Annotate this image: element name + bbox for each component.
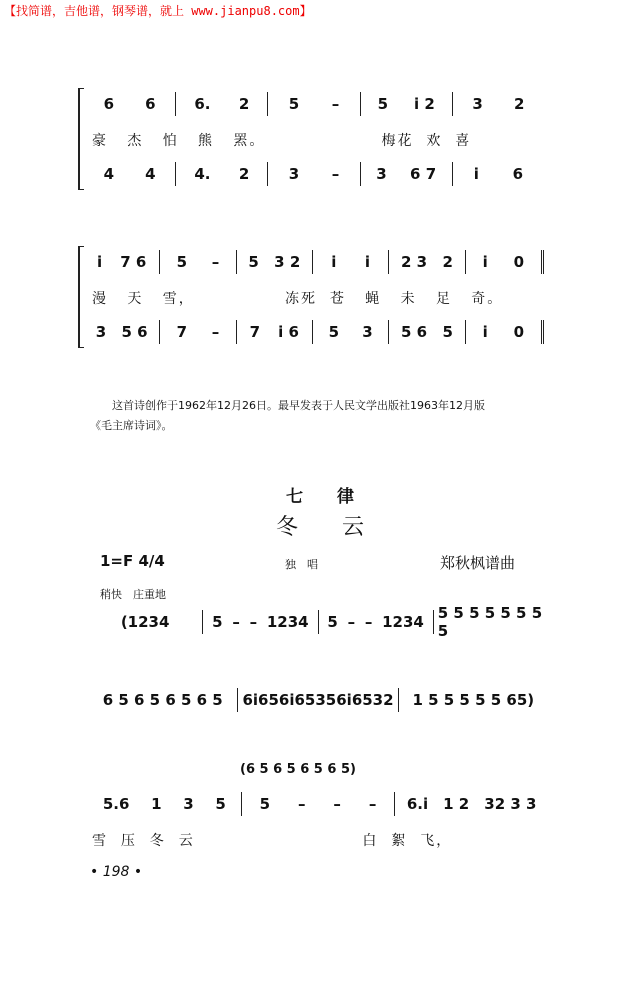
notation-row [84, 92, 544, 116]
measure [84, 92, 175, 116]
key-signature: 1=F 4/4 [100, 552, 165, 570]
note: 5.6 [102, 795, 130, 813]
note: 6532 [351, 691, 394, 709]
measure [398, 688, 548, 712]
measure [159, 250, 235, 274]
song-title-2: 冬 云 [275, 515, 364, 540]
lyrics: 豪 杰 怕 熊 罴。 梅花 欢 喜 [92, 133, 472, 149]
measure [465, 250, 544, 274]
note: – [249, 613, 258, 631]
measure [388, 320, 464, 344]
measure [241, 792, 395, 816]
footnote [90, 396, 560, 436]
note: i [97, 253, 103, 271]
measure [452, 162, 544, 186]
measure [312, 320, 388, 344]
tempo-marking: 稍快 庄重地 [100, 588, 166, 601]
lyrics: 漫 天 雪， 冻死 苍 蝇 未 足 奇。 [92, 291, 504, 307]
lyrics: 雪 压 冬 云 白 絮 飞， [92, 833, 453, 849]
measure [84, 162, 175, 186]
note: – [211, 253, 220, 271]
note: 2 [238, 165, 250, 183]
note: 4 [145, 165, 156, 183]
note: – [333, 795, 341, 813]
measure [84, 250, 159, 274]
note: i [473, 165, 479, 183]
note: – [368, 795, 377, 813]
measure [159, 320, 235, 344]
song-title-1: 七 律 [286, 487, 354, 507]
notation-row [88, 792, 548, 816]
note: (1234 [120, 613, 170, 631]
note: 2 [238, 95, 250, 113]
note: 6 5 6 5 6 5 6 5 [102, 691, 223, 709]
note: – [364, 613, 373, 631]
watermark: 【找简谱，吉他谱，钢琴谱，就上 www.jianpu8.com】 [4, 4, 312, 18]
footnote-line: 《毛主席诗词》。 [90, 419, 173, 432]
note: i 2 [414, 95, 435, 113]
paren-notation: (6 5 6 5 6 5 6 5) [240, 762, 356, 777]
note: 5 6 [121, 323, 148, 341]
footnote-line: 这首诗创作于1962年12月26日。最早发表于人民文学出版社1963年12月版 [112, 399, 485, 412]
note: 5 [377, 95, 389, 113]
note: 356i [315, 691, 352, 709]
measure [175, 92, 267, 116]
note: 3 [288, 165, 300, 183]
notation-row [84, 162, 544, 186]
note: 5 [176, 253, 188, 271]
measure [312, 250, 388, 274]
note: 6i65 [278, 691, 316, 709]
notation-row [84, 250, 544, 274]
note: i 6 [278, 323, 299, 341]
note: 6 [103, 95, 115, 113]
note: 5 6 [401, 323, 428, 341]
notation-row [84, 320, 544, 344]
note: i [482, 253, 488, 271]
note: 3 2 [274, 253, 301, 271]
note: 2 [513, 95, 525, 113]
note: 5 [328, 323, 340, 341]
note: i [364, 253, 371, 271]
note: – [347, 613, 356, 631]
measure [388, 250, 464, 274]
notation-row [88, 604, 548, 640]
note: 1 [151, 795, 162, 813]
note: 5 5 5 5 5 5 5 5 [437, 604, 543, 640]
note: 0 [513, 323, 525, 341]
measure [202, 610, 317, 634]
measure [267, 162, 359, 186]
measure [318, 610, 433, 634]
measure [394, 792, 548, 816]
note: 4. [194, 165, 211, 183]
note: 2 [442, 253, 453, 271]
note: 5 [215, 795, 226, 813]
composer: 郑秋枫谱曲 [440, 554, 516, 572]
note: 2 3 [401, 253, 428, 271]
note: 4 [103, 165, 115, 183]
measure [236, 320, 312, 344]
performance-type: 独 唱 [285, 558, 318, 571]
note: 7 6 [120, 253, 147, 271]
measure [175, 162, 267, 186]
measure [236, 250, 312, 274]
note: 5 [212, 613, 223, 631]
note: i [331, 253, 337, 271]
measure [88, 610, 202, 634]
note: 0 [513, 253, 525, 271]
note: 1 2 [443, 795, 470, 813]
note: 3 [376, 165, 387, 183]
note: 6 [512, 165, 524, 183]
note: 1234 [382, 613, 424, 631]
note: 7 [249, 323, 261, 341]
measure [88, 688, 237, 712]
note: i [482, 323, 488, 341]
measure [433, 604, 548, 640]
note: 5 [442, 323, 453, 341]
note: – [232, 613, 240, 631]
note: 5 [327, 613, 338, 631]
page-number: • 198 • [90, 864, 143, 880]
note: 3 [362, 323, 373, 341]
note: 3 [95, 323, 107, 341]
note: 7 [176, 323, 188, 341]
notation-row [88, 688, 548, 712]
measure [88, 792, 241, 816]
note: 3 [183, 795, 194, 813]
note: 6.i [406, 795, 429, 813]
note: 1234 [266, 613, 309, 631]
note: 6i65 [242, 691, 279, 709]
measure [452, 92, 544, 116]
note: 32 3 3 [484, 795, 537, 813]
note: – [331, 95, 340, 113]
note: 6 7 [410, 165, 437, 183]
measure [360, 92, 452, 116]
note: – [297, 795, 306, 813]
measure [84, 320, 159, 344]
measure [267, 92, 359, 116]
note: 3 [472, 95, 483, 113]
measure [237, 688, 397, 712]
note: – [211, 323, 220, 341]
note: – [331, 165, 340, 183]
note: 6 [145, 95, 156, 113]
measure [360, 162, 452, 186]
note: 5 [248, 253, 259, 271]
note: 5 [259, 795, 271, 813]
measure [465, 320, 544, 344]
note: 1 5 5 5 5 5 65) [412, 691, 535, 709]
note: 5 [288, 95, 300, 113]
note: 6. [194, 95, 211, 113]
